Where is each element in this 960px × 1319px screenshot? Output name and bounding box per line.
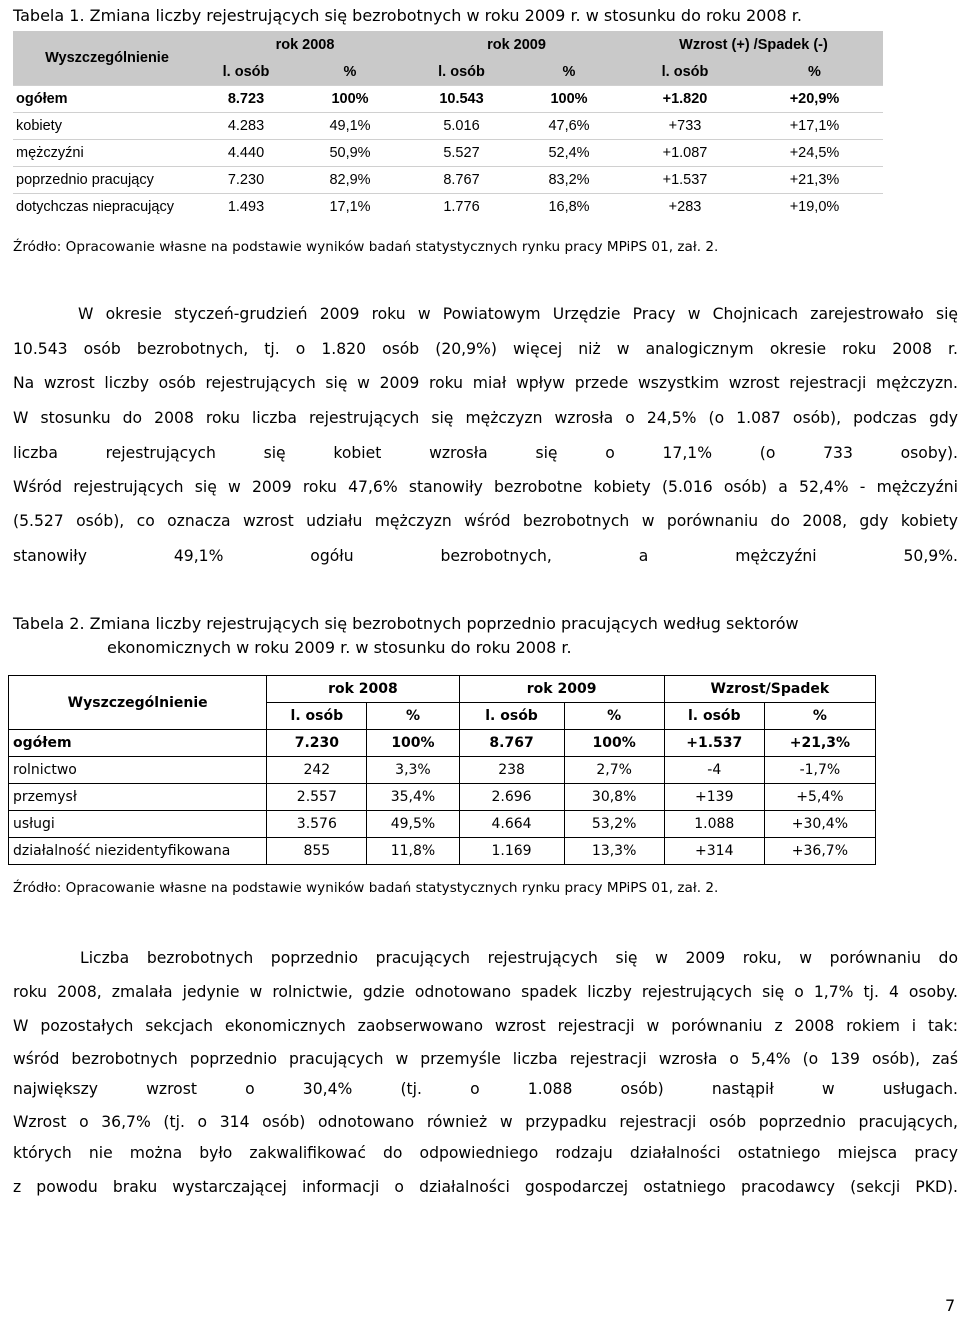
table-cell: 100% [291, 86, 409, 113]
table-row [9, 811, 876, 838]
table2-header-label: Wyszczególnienie [9, 676, 267, 730]
paragraph2-line: których nie można było zakwalifikować do odpowiedniego rodzaju działalności ostatniego miejsca pracy [13, 1144, 958, 1162]
table-cell: 7.230 [267, 730, 367, 757]
table-cell: 49,5% [367, 811, 459, 838]
table-cell: +5,4% [764, 784, 875, 811]
table-cell: 3,3% [367, 757, 459, 784]
table-cell: 8.767 [459, 730, 564, 757]
paragraph1-line: stanowiły 49,1% ogółu bezrobotnych, a mężczyźni 50,9%. [13, 547, 958, 565]
paragraph1-line: Wśród rejestrujących się w 2009 roku 47,6% stanowiły bezrobotne kobiety (5.016 osób) a 52,4% - mężczyźni [13, 478, 958, 496]
table1-source: Źródło: Opracowanie własne na podstawie wyników badań statystycznych rynku pracy MPiPS 01, zał. 2. [13, 239, 719, 255]
paragraph1-line: W stosunku do 2008 roku liczba rejestrujących się mężczyzn wzrosła o 24,5% (o 1.087 osób), podczas gdy [13, 409, 958, 427]
table-cell: 16,8% [514, 194, 624, 221]
table-cell: 82,9% [291, 167, 409, 194]
table-cell: 4.664 [459, 811, 564, 838]
table-cell: +314 [664, 838, 764, 865]
row-label: ogółem [9, 730, 267, 757]
table-cell: 2.557 [267, 784, 367, 811]
table-row [9, 757, 876, 784]
table1-subheader: l. osób [201, 58, 291, 86]
table1-header-label: Wyszczególnienie [13, 31, 201, 86]
table-cell: +1.537 [624, 167, 746, 194]
table-cell: 238 [459, 757, 564, 784]
table1 [13, 31, 883, 220]
table-cell: 52,4% [514, 140, 624, 167]
paragraph1-line: 10.543 osób bezrobotnych, tj. o 1.820 osób (20,9%) więcej niż w analogicznym okresie roku 2008 r. [13, 340, 958, 358]
table-cell: 855 [267, 838, 367, 865]
table-cell: 1.776 [409, 194, 514, 221]
row-label: przemysł [9, 784, 267, 811]
table-cell: +1.820 [624, 86, 746, 113]
table1-subheader: % [514, 58, 624, 86]
row-label: poprzednio pracujący [13, 167, 201, 194]
table2-caption: Tabela 2. Zmiana liczby rejestrujących się bezrobotnych poprzednio pracujących według sektorów [13, 614, 799, 633]
table-cell: 2,7% [564, 757, 664, 784]
table1-group-change: Wzrost (+) /Spadek (-) [624, 31, 883, 58]
paragraph2-line: Wzrost o 36,7% (tj. o 314 osób) odnotowano również w przypadku rejestracji osób poprzednio pracujących, [13, 1113, 958, 1131]
table2-subheader: % [764, 703, 875, 730]
table-cell: 1.088 [664, 811, 764, 838]
table-cell: 8.723 [201, 86, 291, 113]
table-row [9, 730, 876, 757]
table-cell: 53,2% [564, 811, 664, 838]
table-cell: 242 [267, 757, 367, 784]
table-cell: 4.440 [201, 140, 291, 167]
table2-subheader: l. osób [267, 703, 367, 730]
paragraph2-line: z powodu braku wystarczającej informacji o działalności gospodarczej ostatniego pracodawcy (sekcji PKD). [13, 1178, 958, 1196]
table2-subheader: % [367, 703, 459, 730]
table-cell: -4 [664, 757, 764, 784]
table1-subheader: l. osób [624, 58, 746, 86]
table-cell: 4.283 [201, 113, 291, 140]
paragraph2-line: roku 2008, zmalała jedynie w rolnictwie, gdzie odnotowano spadek liczby rejestrujących się o 1,7% tj. 4 osoby. [13, 983, 958, 1001]
table-cell: 5.527 [409, 140, 514, 167]
table-cell: 5.016 [409, 113, 514, 140]
paragraph1-line: liczba rejestrujących się kobiet wzrosła się o 17,1% (o 733 osoby). [13, 444, 958, 462]
table-cell: 49,1% [291, 113, 409, 140]
row-label: kobiety [13, 113, 201, 140]
table-cell: +24,5% [746, 140, 883, 167]
table1-subheader: % [746, 58, 883, 86]
table2-subheader: % [564, 703, 664, 730]
table-cell: +139 [664, 784, 764, 811]
table-row [9, 838, 876, 865]
table-row [13, 113, 883, 140]
table-cell: +30,4% [764, 811, 875, 838]
paragraph2-line: W pozostałych sekcjach ekonomicznych zaobserwowano wzrost rejestracji w porównaniu z 2008 rokiem i tak: [13, 1017, 958, 1035]
row-label: działalność niezidentyfikowana [9, 838, 267, 865]
table-row [13, 86, 883, 113]
row-label: mężczyźni [13, 140, 201, 167]
table-cell: +1.087 [624, 140, 746, 167]
table-cell: 2.696 [459, 784, 564, 811]
table-cell: 1.169 [459, 838, 564, 865]
table-cell: +1.537 [664, 730, 764, 757]
table-cell: +21,3% [764, 730, 875, 757]
table-cell: +19,0% [746, 194, 883, 221]
row-label: usługi [9, 811, 267, 838]
row-label: ogółem [13, 86, 201, 113]
table-cell: +733 [624, 113, 746, 140]
paragraph2-line: wśród bezrobotnych poprzednio pracujących w przemyśle liczba rejestracji wzrosła o 5,4% (o 139 osób), zaś [13, 1050, 958, 1068]
table-cell: 100% [367, 730, 459, 757]
paragraph2-line: Liczba bezrobotnych poprzednio pracujących rejestrujących się w 2009 roku, w porównaniu do [80, 949, 958, 967]
table2-group-2008: rok 2008 [267, 676, 459, 703]
table-row [9, 784, 876, 811]
table-cell: 8.767 [409, 167, 514, 194]
paragraph1-line: (5.527 osób), co oznacza wzrost udziału mężczyzn wśród bezrobotnych w porównaniu do 2008, gdy kobiety [13, 512, 958, 530]
table-row [13, 140, 883, 167]
table2-subheader: l. osób [459, 703, 564, 730]
table-cell: -1,7% [764, 757, 875, 784]
table-cell: +283 [624, 194, 746, 221]
table1-caption: Tabela 1. Zmiana liczby rejestrujących się bezrobotnych w roku 2009 r. w stosunku do roku 2008 r. [13, 6, 802, 25]
table-cell: 3.576 [267, 811, 367, 838]
table2-subheader: l. osób [664, 703, 764, 730]
table-cell: 100% [564, 730, 664, 757]
page-number: 7 [945, 1296, 956, 1315]
paragraph2-line: największy wzrost o 30,4% (tj. o 1.088 osób) nastąpił w usługach. [13, 1080, 958, 1098]
table1-group-2008: rok 2008 [201, 31, 409, 58]
table-cell: +17,1% [746, 113, 883, 140]
table2-group-2009: rok 2009 [459, 676, 664, 703]
row-label: dotychczas niepracujący [13, 194, 201, 221]
table1-group-2009: rok 2009 [409, 31, 624, 58]
table-cell: 47,6% [514, 113, 624, 140]
table2-group-change: Wzrost/Spadek [664, 676, 875, 703]
table-cell: 10.543 [409, 86, 514, 113]
table-cell: +21,3% [746, 167, 883, 194]
table-cell: 11,8% [367, 838, 459, 865]
table2-caption: ekonomicznych w roku 2009 r. w stosunku do roku 2008 r. [107, 638, 572, 657]
row-label: rolnictwo [9, 757, 267, 784]
table-cell: 7.230 [201, 167, 291, 194]
table-cell: 100% [514, 86, 624, 113]
table1-subheader: l. osób [409, 58, 514, 86]
paragraph1-line: W okresie styczeń-grudzień 2009 roku w Powiatowym Urzędzie Pracy w Chojnicach zarejestrowało się [78, 305, 958, 323]
table1-subheader: % [291, 58, 409, 86]
paragraph1-line: Na wzrost liczby osób rejestrujących się w 2009 roku miał wpływ przede wszystkim wzrost rejestracji mężczyzn. [13, 374, 958, 392]
table2-source: Źródło: Opracowanie własne na podstawie wyników badań statystycznych rynku pracy MPiPS 01, zał. 2. [13, 880, 719, 896]
table-cell: 50,9% [291, 140, 409, 167]
table-cell: 30,8% [564, 784, 664, 811]
table2 [8, 675, 876, 865]
table-cell: +36,7% [764, 838, 875, 865]
table-cell: 1.493 [201, 194, 291, 221]
table-cell: +20,9% [746, 86, 883, 113]
table-cell: 13,3% [564, 838, 664, 865]
table-row [13, 194, 883, 221]
table-cell: 83,2% [514, 167, 624, 194]
table-row [13, 167, 883, 194]
table-cell: 35,4% [367, 784, 459, 811]
table-cell: 17,1% [291, 194, 409, 221]
